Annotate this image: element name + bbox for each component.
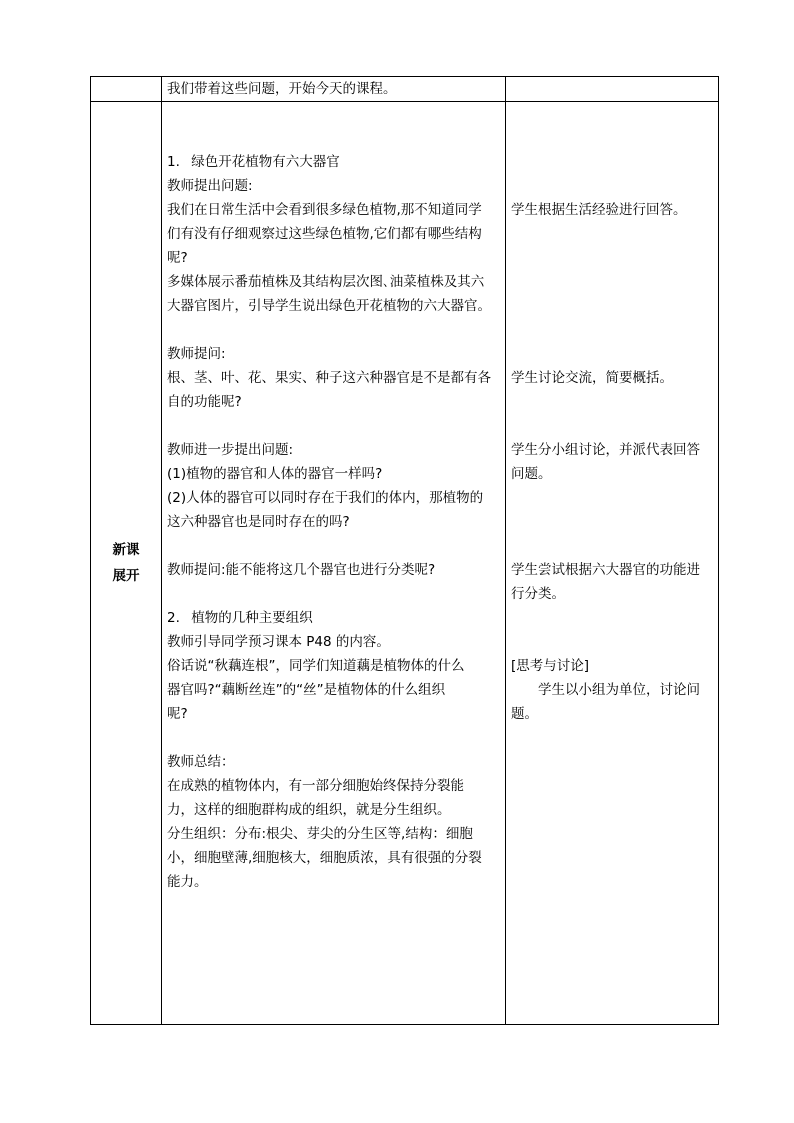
teacher-line: (1)植物的器官和人体的器官一样吗?: [167, 466, 383, 482]
student-line: 行分类。: [511, 586, 565, 602]
teacher-line: 多媒体展示番茄植株及其结构层次图､油菜植株及其六: [167, 274, 485, 290]
section-1-heading: 1. 绿色开花植物有六大器官: [167, 154, 340, 170]
student-line: 学生根据生活经验进行回答。: [511, 202, 687, 218]
teacher-line: 俗话说“秋藕连根”，同学们知道藕是植物体的什么: [167, 658, 465, 674]
student-line: 学生尝试根据六大器官的功能进: [511, 562, 700, 578]
intro-row: [91, 77, 719, 102]
student-activity-cell: [506, 102, 719, 1025]
section-2-heading: 2. 植物的几种主要组织: [167, 610, 313, 626]
teacher-line: 教师提出问题:: [167, 178, 253, 194]
section-label-line-2: 展开: [112, 568, 140, 584]
teacher-line: 根、茎、叶、花、果实、种子这六种器官是不是都有各: [167, 370, 491, 386]
teacher-line: 教师引导同学预习课本 P48 的内容。: [167, 634, 390, 650]
teacher-line: 力，这样的细胞群构成的组织，就是分生组织。: [167, 802, 451, 818]
teacher-activity-cell: [162, 102, 506, 1025]
teacher-line: 教师提问:能不能将这几个器官也进行分类呢?: [167, 562, 436, 578]
student-line: 问题。: [511, 466, 552, 482]
teacher-line: 教师总结：: [167, 754, 235, 770]
teacher-line: 教师提问:: [167, 346, 226, 362]
student-line: 学生分小组讨论，并派代表回答: [511, 442, 700, 458]
student-line: 学生以小组为单位，讨论问: [538, 682, 700, 698]
intro-text: 我们带着这些问题，开始今天的课程。: [167, 81, 397, 97]
student-line: 题。: [511, 706, 538, 722]
teacher-line: 在成熟的植物体内，有一部分细胞始终保持分裂能: [167, 778, 464, 794]
student-line: 学生讨论交流，简要概括。: [511, 370, 673, 386]
intro-label-cell: [91, 77, 162, 102]
teacher-line: 自的功能呢?: [167, 394, 242, 410]
teacher-line: 大器官图片，引导学生说出绿色开花植物的六大器官。: [167, 298, 491, 314]
discussion-heading: [思考与讨论]: [511, 658, 590, 674]
teacher-line: 分生组织：分布:根尖、芽尖的分生区等,结构：细胞: [167, 826, 473, 842]
teacher-line: 能力。: [167, 874, 208, 890]
lesson-plan-table: [90, 76, 719, 1025]
teacher-line: 们有没有仔细观察过这些绿色植物,它们都有哪些结构: [167, 226, 482, 242]
teacher-line: 呢?: [167, 250, 188, 266]
teacher-line: 呢?: [167, 706, 188, 722]
teacher-line: (2)人体的器官可以同时存在于我们的体内，那植物的: [167, 490, 484, 506]
new-lesson-row: [91, 102, 719, 1025]
intro-text-cell: [162, 77, 506, 102]
teacher-line: 器官吗?“藕断丝连”的“丝”是植物体的什么组织: [167, 682, 446, 698]
section-label-line-1: 新课: [112, 542, 140, 558]
teacher-line: 教师进一步提出问题:: [167, 442, 294, 458]
intro-student-cell: [506, 77, 719, 102]
section-label-cell: [91, 102, 162, 1025]
teacher-line: 小，细胞壁薄,细胞核大，细胞质浓，具有很强的分裂: [167, 850, 482, 866]
teacher-line: 我们在日常生活中会看到很多绿色植物,那不知道同学: [167, 202, 482, 218]
teacher-line: 这六种器官也是同时存在的吗?: [167, 514, 350, 530]
